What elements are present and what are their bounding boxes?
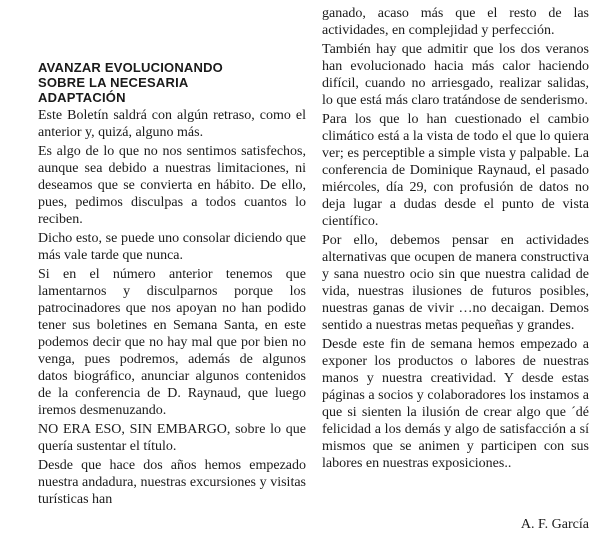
paragraph: Este Boletín saldrá con algún retraso, como el anterior y, quizá, alguno más. xyxy=(38,108,306,140)
paragraph: Es algo de lo que no nos sentimos satisfechos, aunque sea debido a nuestras limitaciones, ni deseamos que se convierta en hábito. De ello, pues, pedimos disculpas a todos cuantos lo reciben. xyxy=(38,144,306,227)
paragraph: Por ello, debemos pensar en actividades alternativas que ocupen de manera constructiva y sana nuestro ocio sin que nuestra calidad de vida, nuestras ilusiones de futuros posibles, nuestras ganas de vivir …no decaigan. Demos sentido a nuestras metas pequeñas y grandes. xyxy=(322,233,589,333)
paragraph: ganado, acaso más que el resto de las actividades, en complejidad y perfección. xyxy=(322,6,589,38)
right-column xyxy=(322,5,589,474)
author-signature: A. F. García xyxy=(520,517,589,532)
left-column xyxy=(38,60,306,510)
title-line: ADAPTACIÓN xyxy=(38,90,126,105)
paragraph: Desde este fin de semana hemos empezado a exponer los productos o labores de nuestras manos y nuestra creatividad. Y desde estas páginas a socios y colaboradores los instamos a que si sienten la ilusión de crear algo que ´dé felicidad a los demás y algo de satisfacción a sí mismos que se animen y participen con sus labores en nuestras exposiciones.. xyxy=(322,337,589,471)
paragraph: Para los que lo han cuestionado el cambio climático está a la vista de todo el que lo quiera ver; es perceptible a simple vista y palpable. La conferencia de Dominique Raynaud, el pasado miércoles, día 29, con profusión de datos no deja lugar a dudas desde el punto de vista científico. xyxy=(322,112,589,229)
paragraph: Si en el número anterior tenemos que lamentarnos y disculparnos porque los patrocinadores que nos apoyan no han podido tener sus boletines en Semana Santa, en este podemos decir que no hay mal que por bien no venga, pues podremos, además de algunos datos biográfico, anunciar algunos contenidos de la conferencia de D. Raynaud, que luego iremos desmenuzando. xyxy=(38,267,306,418)
paragraph: Dicho esto, se puede uno consolar diciendo que más vale tarde que nunca. xyxy=(38,231,306,263)
title-line: SOBRE LA NECESARIA xyxy=(38,75,189,90)
title-line: AVANZAR EVOLUCIONANDO xyxy=(38,60,223,75)
paragraph: Desde que hace dos años hemos empezado nuestra andadura, nuestras excursiones y visitas turísticas han xyxy=(38,458,306,507)
article-title xyxy=(38,60,306,105)
paragraph: También hay que admitir que los dos veranos han evolucionado hacia más calor haciendo difícil, cuando no arriesgado, realizar salidas, lo que está más claro tratándose de senderismo. xyxy=(322,42,589,108)
paragraph: NO ERA ESO, SIN EMBARGO, sobre lo que quería sustentar el título. xyxy=(38,422,306,454)
